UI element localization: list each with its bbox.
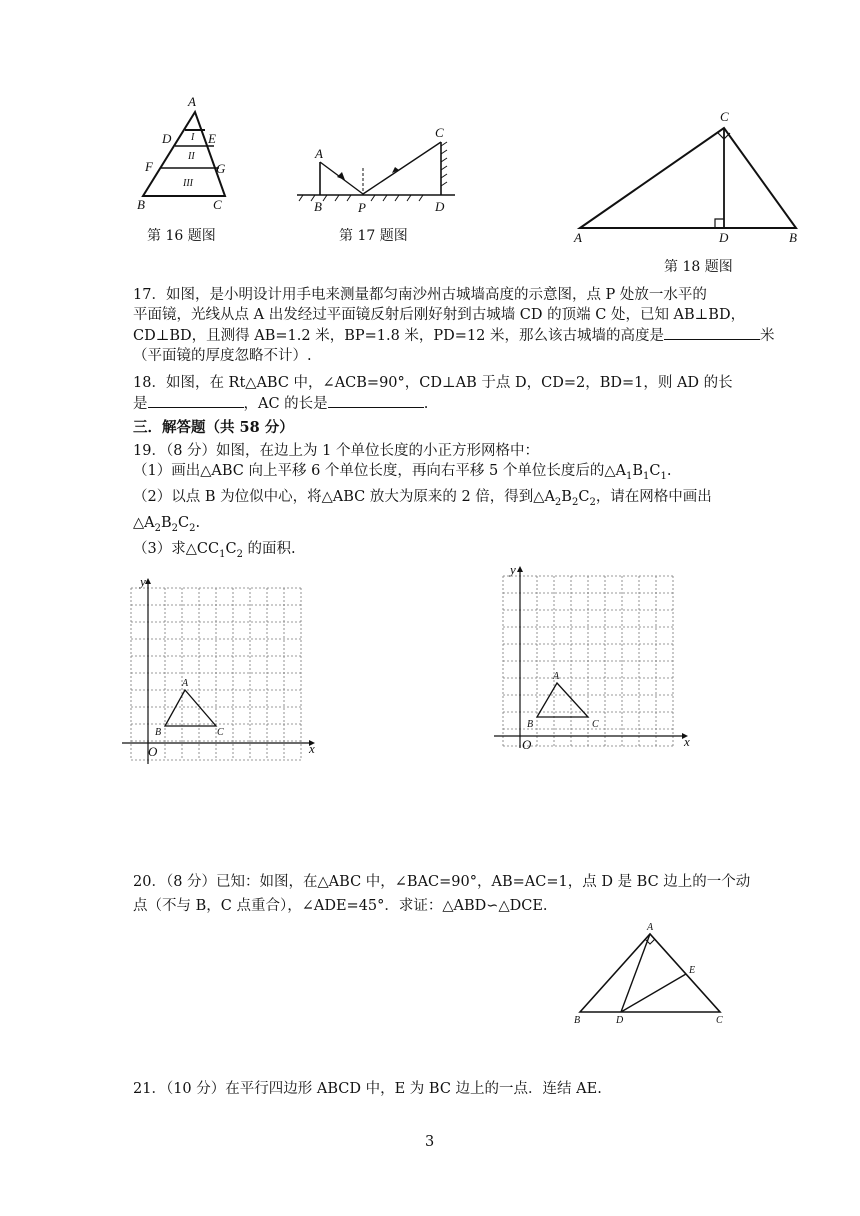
question-20: [133, 872, 750, 916]
answer-blank-ac[interactable]: [328, 393, 424, 408]
caption-fig16: 第 16 题图: [147, 228, 216, 244]
label-d: D: [616, 1015, 624, 1026]
question-21: 21．（10 分）在平行四边形 ABCD 中，E 为 BC 边上的一点．连结 AE.: [133, 1081, 602, 1097]
label-f: F: [145, 159, 153, 174]
grid-figure-1: [118, 574, 328, 774]
q18-text-a: 是: [133, 396, 148, 412]
label-b: B: [527, 719, 534, 730]
q17-line3: [133, 325, 775, 346]
q17-line3-text: CD⊥BD，且测得 AB=1.2 米，BP=1.8 米，PD=12 米，那么该古城墙的高度是: [133, 328, 665, 344]
q19-line3: （2）以点 B 为位似中心，将△ABC 放大为原来的 2 倍，得到$\triangle A_2B_2C_2$，请在网格中画出: [133, 488, 712, 508]
label-c: C: [720, 109, 729, 124]
label-b: B: [314, 199, 322, 214]
figure-20-drawing: [570, 920, 740, 1035]
figure-18-drawing: [570, 108, 810, 248]
label-a: A: [315, 146, 323, 161]
origin-label: O: [148, 744, 158, 759]
page-number: 3: [425, 1134, 435, 1150]
axis-x-label: x: [309, 741, 315, 756]
section-3-heading: 三．解答题（共 58 分）: [133, 419, 294, 436]
q17-unit: 米: [760, 328, 775, 344]
label-a: A: [574, 230, 582, 245]
label-d: D: [162, 131, 172, 146]
axis-y-label: y: [140, 574, 146, 589]
q20-line1: 20．（8 分）已知：如图，在△ABC 中，∠BAC=90°，AB=AC=1，点 D 是 BC 边上的一个动: [133, 874, 751, 890]
answer-blank[interactable]: [664, 325, 760, 340]
label-g: G: [216, 161, 226, 176]
label-c: C: [592, 719, 599, 730]
label-b: B: [137, 197, 145, 212]
label-c: C: [213, 197, 222, 212]
q19-line1: 19．（8 分）如图，在边上为 1 个单位长度的小正方形网格中：: [133, 443, 539, 459]
q18-text-c: .: [423, 396, 429, 412]
q18-line1: 18．如图，在 Rt△ABC 中，∠ACB=90°，CD⊥AB 于点 D，CD=2，BD=1，则 AD 的长: [133, 375, 733, 391]
axis-y-label: y: [510, 562, 516, 577]
label-c: C: [217, 727, 224, 738]
q17-line2: 平面镜，光线从点 A 出发经过平面镜反射后刚好射到古城墙 CD 的顶端 C 处，已知 AB⊥BD，: [133, 307, 746, 323]
q17-line4: （平面镜的厚度忽略不计）.: [133, 348, 312, 364]
label-a: A: [182, 678, 189, 689]
figure-20: [570, 920, 740, 1035]
caption-fig18: 第 18 题图: [664, 259, 733, 275]
q18-text-b: ，AC 的长是: [243, 396, 328, 412]
q19-line4: $\triangle A_2B_2C_2$.: [133, 514, 201, 534]
label-a: A: [188, 94, 196, 109]
origin-label: O: [522, 737, 532, 752]
grid-figure-2: [490, 562, 700, 762]
question-18: [133, 373, 733, 414]
question-19: [133, 441, 712, 565]
label-d: D: [719, 230, 729, 245]
label-c: C: [435, 125, 444, 140]
figure-17: [295, 122, 460, 222]
q19-line2: （1）画出△ABC 向上平移 6 个单位长度，再向右平移 5 个单位长度后的$\triangle A_1B_1C_1$.: [133, 463, 672, 482]
label-a: A: [553, 671, 560, 682]
label-a: A: [647, 922, 654, 933]
answer-blank-ad[interactable]: [148, 393, 244, 408]
question-17: [133, 285, 775, 366]
label-c: C: [716, 1015, 723, 1026]
label-b: B: [155, 727, 162, 738]
figure-18: [570, 108, 810, 248]
label-p: P: [358, 200, 366, 215]
q20-line2: 点（不与 B，C 点重合），∠ADE=45°．求证：△ABD∽△DCE.: [133, 898, 548, 914]
label-e: E: [208, 131, 216, 146]
q18-line2: [133, 393, 733, 414]
caption-fig17: 第 17 题图: [339, 228, 408, 244]
grid-2-drawing: [490, 562, 700, 762]
figure-16: [125, 94, 245, 218]
label-b: B: [574, 1015, 581, 1026]
label-e: E: [689, 965, 696, 976]
q19-line5: （3）求$\triangle CC_1C_2$ 的面积.: [133, 540, 296, 560]
q17-line1: 17．如图，是小明设计用手电来测量都匀南沙州古城墙高度的示意图，点 P 处放一水平的: [133, 287, 707, 303]
region-i: I: [191, 132, 195, 143]
label-b: B: [789, 230, 797, 245]
region-ii: II: [188, 151, 195, 162]
axis-x-label: x: [684, 734, 690, 749]
label-d: D: [435, 199, 445, 214]
region-iii: III: [183, 178, 193, 189]
